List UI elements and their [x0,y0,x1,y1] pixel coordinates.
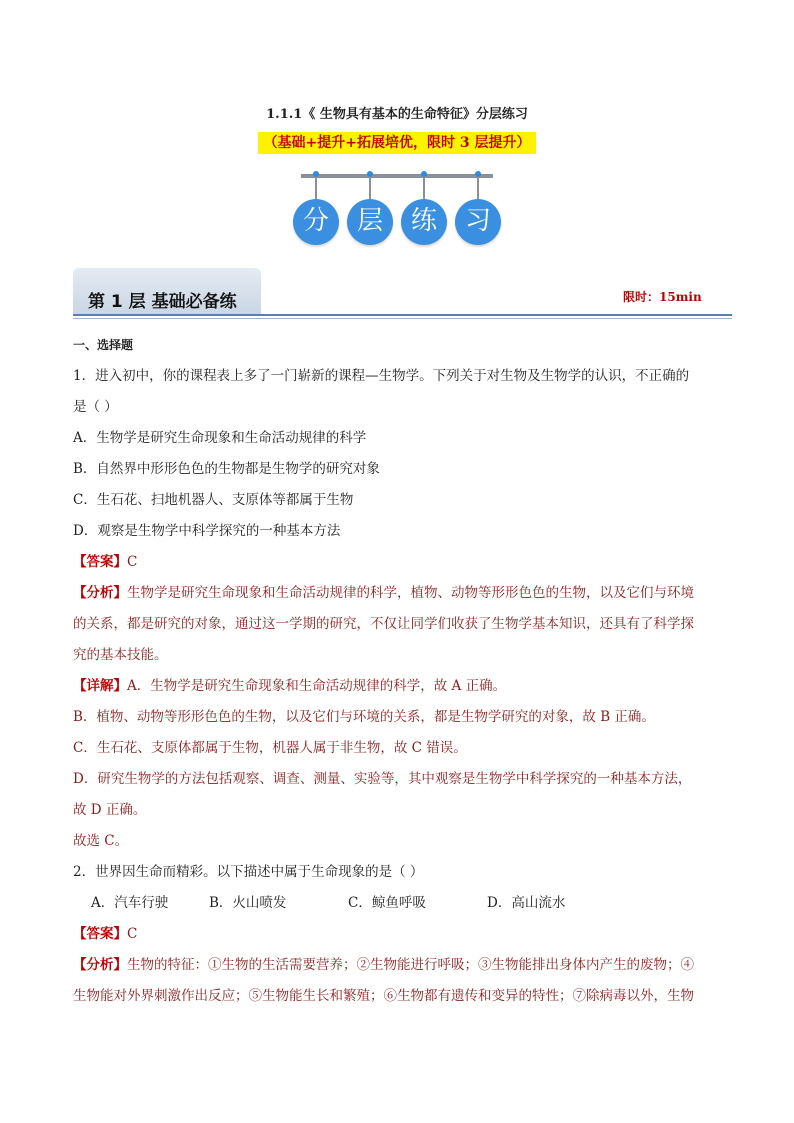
divider [73,314,732,316]
answer-value: C [127,926,138,942]
q1-detail-line: 故 D 正确。 [73,802,147,818]
content-body [73,330,723,1012]
q1-analysis [73,578,723,609]
q1-detail-line: D．研究生物学的方法包括观察、调查、测量、实验等，其中观察是生物学中科学探究的一种基本方法， [73,771,692,787]
bubble-char: 练 [401,199,447,245]
analysis-label: 【分析】 [73,957,127,973]
doc-title: 1.1.1《 生物具有基本的生命特征》分层练习 [266,107,528,122]
q1-analysis-line: 究的基本技能。 [73,647,168,663]
time-limit: 限时：15min [623,290,702,304]
answer-value: C [127,554,138,570]
divider-thin [73,318,732,319]
q2-analysis [73,950,723,981]
hanger-pin [313,171,319,177]
q2-option: A．汽车行驶 [91,895,169,911]
section-heading: 一、选择题 [73,338,134,352]
q1-stem-line: 是（ ） [73,399,118,415]
q2-option: D．高山流水 [487,895,566,911]
q2-analysis-line: 生物能对外界刺激作出反应；⑤生物能生长和繁殖；⑥生物都有遗传和变异的特性；⑦除病毒以外，生物 [73,988,694,1004]
q1-option: A．生物学是研究生命现象和生命活动规律的科学 [73,430,367,446]
q1-stem-line: 1．进入初中，你的课程表上多了一门崭新的课程—生物学。下列关于对生物及生物学的认识，不正确的 [73,368,690,384]
bubble-char: 分 [293,199,339,245]
q1-conclusion: 故选 C。 [73,833,129,849]
detail-label: 【详解】 [73,678,127,694]
q2-option: B．火山喷发 [209,895,287,911]
q1-analysis-line: 的关系，都是研究的对象，通过这一学期的研究，不仅让同学们收获了生物学基本知识，还具有了科学探 [73,616,694,632]
answer-label: 【答案】 [73,554,127,570]
doc-subtitle: （基础+提升+拓展培优，限时 3 层提升） [258,132,537,154]
q1-option: C．生石花、扫地机器人、支原体等都属于生物 [73,492,354,508]
q1-detail-line: B．植物、动物等形形色色的生物，以及它们与环境的关系，都是生物学研究的对象，故 B 正确。 [73,709,655,725]
q1-answer [73,547,723,578]
q2-answer [73,919,723,950]
hanger-pin [367,171,373,177]
q1-detail [73,671,723,702]
hanger-bar [301,174,493,178]
hanger-pin [475,171,481,177]
analysis-text: 生物的特征：①生物的生活需要营养；②生物能进行呼吸；③生物能排出身体内产生的废物；④ [127,957,694,973]
hanger-pin [421,171,427,177]
bubble-char: 层 [347,199,393,245]
q2-option: C．鲸鱼呼吸 [348,895,426,911]
layer-title: 第 1 层 基础必备练 [88,292,237,312]
q1-option: D．观察是生物学中科学探究的一种基本方法 [73,523,341,539]
q1-option: B．自然界中形形色色的生物都是生物学的研究对象 [73,461,380,477]
analysis-text: 生物学是研究生命现象和生命活动规律的科学，植物、动物等形形色色的生物，以及它们与环境 [127,585,694,601]
answer-label: 【答案】 [73,926,127,942]
bubble-char: 习 [455,199,501,245]
analysis-label: 【分析】 [73,585,127,601]
detail-text: A．生物学是研究生命现象和生命活动规律的科学，故 A 正确。 [127,678,507,694]
q1-detail-line: C．生石花、支原体都属于生物，机器人属于非生物，故 C 错误。 [73,740,467,756]
q2-stem: 2．世界因生命而精彩。以下描述中属于生命现象的是（ ） [73,864,424,880]
q2-options [73,888,723,919]
